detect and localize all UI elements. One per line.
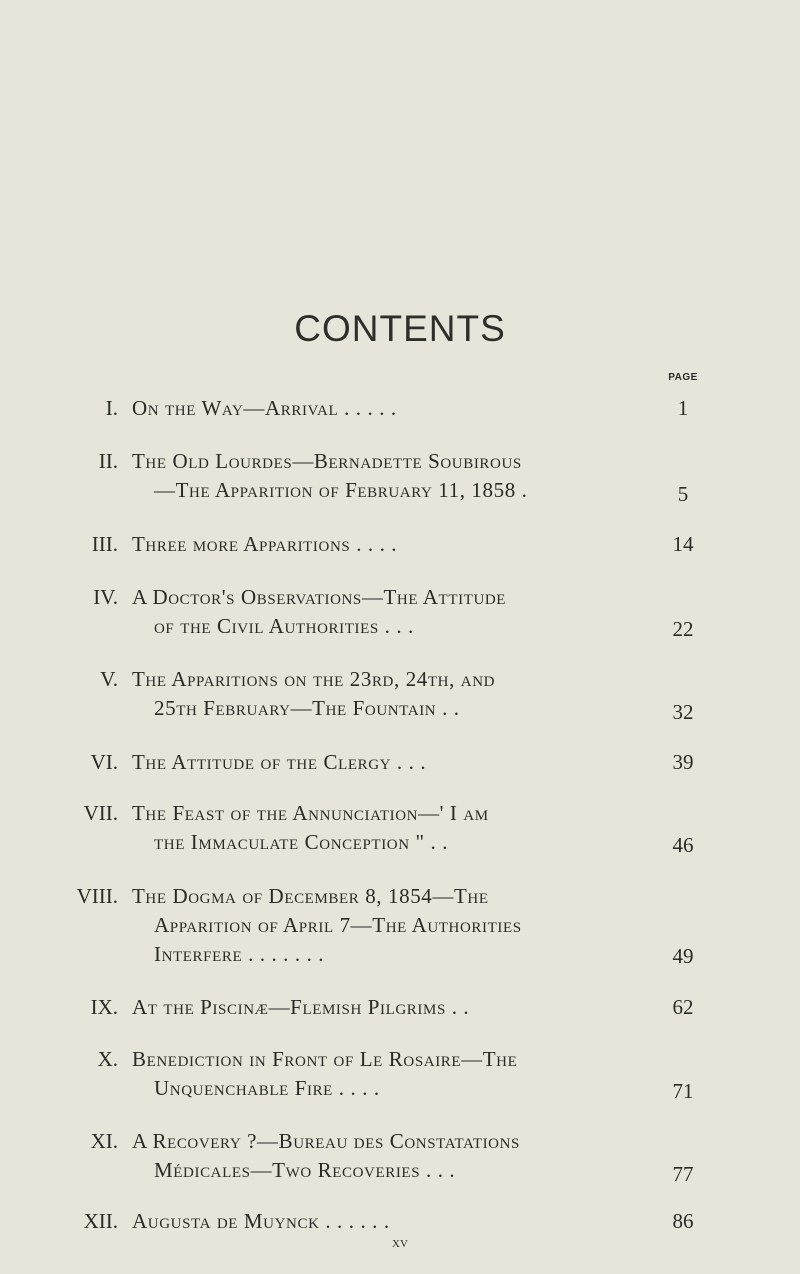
page-number: 49 <box>672 944 694 968</box>
chapter-title-line: The Old Lourdes—Bernadette Soubirous <box>132 449 522 473</box>
chapter-title-line: Unquenchable Fire . . . . <box>154 1076 380 1100</box>
chapter-title-line: the Immaculate Conception " . . <box>154 830 449 854</box>
page-column-label: PAGE <box>668 372 698 383</box>
folio-page-number: xv <box>392 1235 408 1251</box>
chapter-title-line: A Recovery ?—Bureau des Constatations <box>132 1129 520 1153</box>
chapter-title-line: On the Way—Arrival . . . . . <box>132 396 397 420</box>
chapter-title-line: The Attitude of the Clergy . . . <box>132 750 427 774</box>
chapter-number: I. <box>105 396 118 420</box>
chapter-title-line: Benediction in Front of Le Rosaire—The <box>132 1047 518 1071</box>
chapter-number: VII. <box>83 801 118 825</box>
chapter-number: IV. <box>93 585 118 609</box>
chapter-number: VI. <box>90 750 118 774</box>
page-number: 71 <box>672 1079 694 1103</box>
chapter-title-line: The Dogma of December 8, 1854—The <box>132 884 489 908</box>
page-number: 1 <box>677 396 689 420</box>
chapter-title-line: Apparition of April 7—The Authorities <box>154 913 522 937</box>
page-number: 86 <box>672 1209 694 1233</box>
page-number: 39 <box>672 750 694 774</box>
chapter-title-line: At the Piscinæ—Flemish Pilgrims . . <box>132 995 470 1019</box>
page-number: 5 <box>677 482 689 506</box>
chapter-title-line: A Doctor's Observations—The Attitude <box>132 585 507 609</box>
page-number: 77 <box>672 1162 694 1186</box>
page-title: CONTENTS <box>294 308 506 349</box>
chapter-title-line: of the Civil Authorities . . . <box>154 614 414 638</box>
chapter-title-line: Three more Apparitions . . . . <box>132 532 398 556</box>
chapter-number: IX. <box>90 995 118 1019</box>
chapter-number: III. <box>91 532 118 556</box>
chapter-number: X. <box>97 1047 118 1071</box>
chapter-number: II. <box>98 449 118 473</box>
page-number: 32 <box>672 700 694 724</box>
chapter-title-line: The Apparitions on the 23rd, 24th, and <box>132 667 496 691</box>
chapter-number: V. <box>100 667 118 691</box>
chapter-title-line: Augusta de Muynck . . . . . . <box>132 1209 390 1233</box>
chapter-title-line: 25th February—The Fountain . . <box>154 696 460 720</box>
chapter-number: XI. <box>90 1129 118 1153</box>
chapter-number: XII. <box>83 1209 118 1233</box>
chapter-title-line: The Feast of the Annunciation—' I am <box>132 801 489 825</box>
chapter-title-line: Médicales—Two Recoveries . . . <box>154 1158 456 1182</box>
page-number: 62 <box>672 995 694 1019</box>
page-number: 46 <box>672 833 694 857</box>
page-number: 14 <box>672 532 694 556</box>
page-number: 22 <box>672 617 694 641</box>
chapter-number: VIII. <box>76 884 118 908</box>
chapter-title-line: Interfere . . . . . . . <box>154 942 325 966</box>
chapter-title-line: —The Apparition of February 11, 1858 . <box>154 478 528 502</box>
